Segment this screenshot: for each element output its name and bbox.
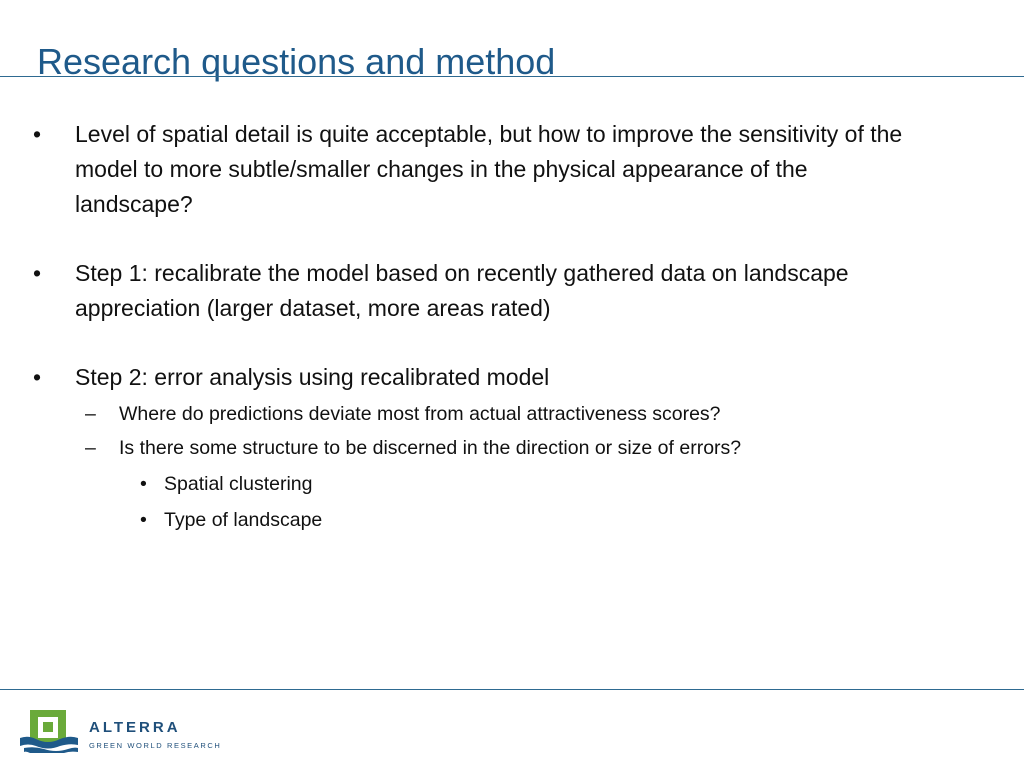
alterra-logo	[20, 708, 230, 754]
sub-sub-bullet-marker: •	[140, 509, 147, 531]
logo-wordmark: ALTERRA	[89, 719, 181, 736]
bullet-list	[30, 117, 930, 535]
sub-bullet-text: Where do predictions deviate most from actual attractiveness scores?	[119, 403, 721, 425]
bullet-text: Step 1: recalibrate the model based on recently gathered data on landscape appreciation (larger dataset, more areas rated)	[75, 260, 849, 321]
sub-bullet-marker: –	[85, 403, 96, 425]
sub-bullet-text: Is there some structure to be discerned in the direction or size of errors?	[119, 437, 742, 459]
bullet-item	[30, 117, 930, 222]
bullet-text: Level of spatial detail is quite acceptable, but how to improve the sensitivity of the model to more subtle/smaller changes in the physical appearance of the landscape?	[75, 121, 903, 217]
slide-title: Research questions and method	[37, 41, 556, 82]
sub-sub-bullet-text: Spatial clustering	[164, 473, 313, 495]
sub-bullet-item	[30, 434, 930, 463]
bullet-text: Step 2: error analysis using recalibrated model	[75, 364, 550, 390]
sub-sub-bullet-item	[30, 470, 930, 499]
alterra-logo-icon	[20, 708, 78, 754]
bullet-marker: •	[33, 121, 42, 147]
sub-bullet-marker: –	[85, 437, 96, 459]
footer-divider	[0, 689, 1024, 690]
sub-sub-bullet-marker: •	[140, 473, 147, 495]
bullet-item	[30, 256, 930, 326]
sub-sub-bullet-item	[30, 506, 930, 535]
bullet-marker: •	[33, 364, 42, 390]
sub-bullet-item	[30, 400, 930, 429]
bullet-item	[30, 360, 930, 395]
sub-sub-bullet-text: Type of landscape	[164, 509, 323, 531]
logo-tagline: GREEN WORLD RESEARCH	[89, 741, 222, 750]
title-divider	[0, 76, 1024, 77]
bullet-marker: •	[33, 260, 42, 286]
